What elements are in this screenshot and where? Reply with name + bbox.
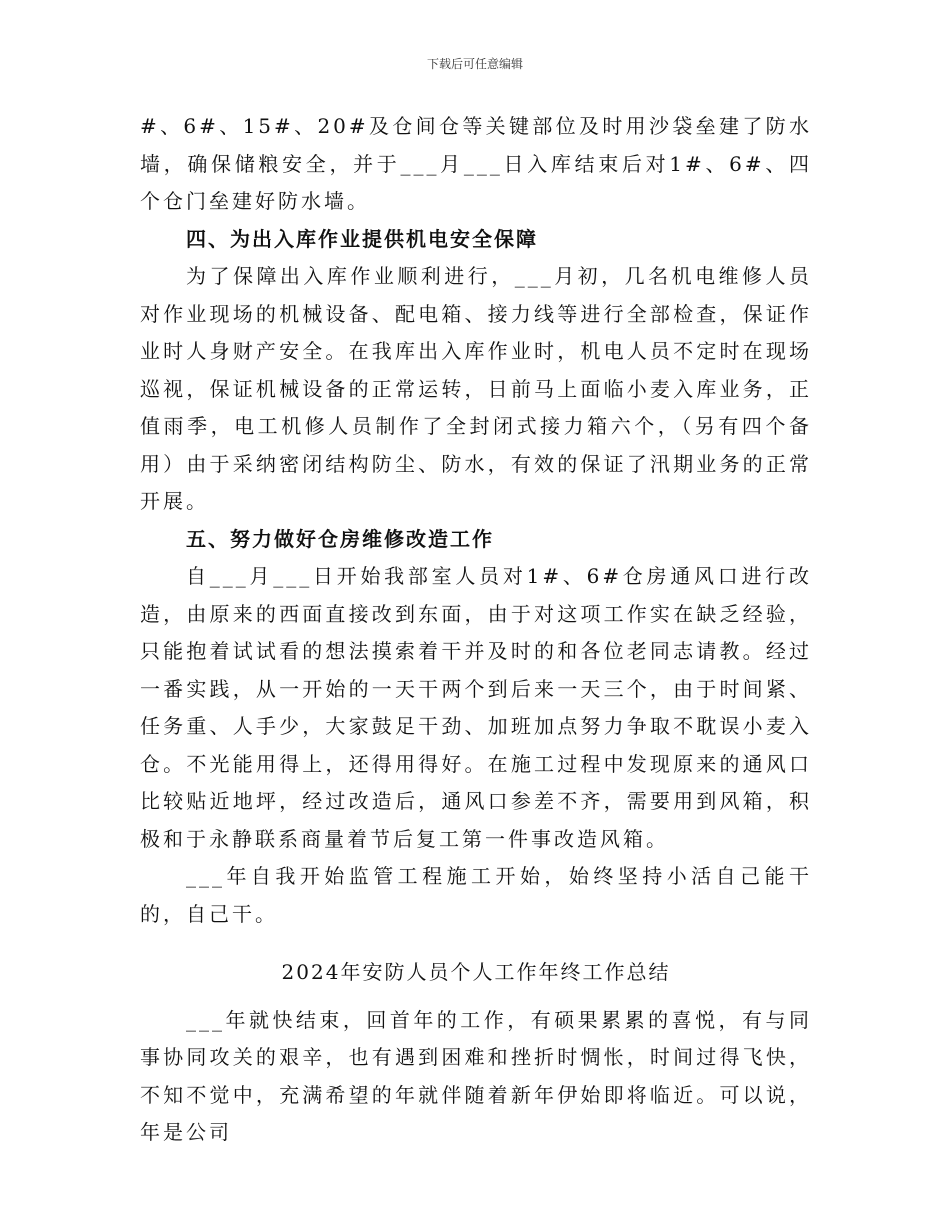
- paragraph-summary-intro: ___年就快结束，回首年的工作，有硕果累累的喜悦，有与同事协同攻关的艰辛，也有遇到困难和挫折时惆怅，时间过得飞快，不知不觉中，充满希望的年就伴随着新年伊始即将临近。可以说，年是公司: [140, 1007, 812, 1144]
- spacer: [140, 992, 812, 1002]
- spacer: [140, 933, 812, 954]
- document-body: [140, 108, 812, 1152]
- paragraph-self-work: ___年自我开始监管工程施工开始，始终坚持小活自己能干的，自己干。: [140, 864, 812, 926]
- section-heading-5: 五、努力做好仓房维修改造工作: [186, 526, 494, 551]
- page-header: 下载后可任意编辑: [426, 57, 523, 71]
- paragraph-mechanical-safety: 为了保障出入库作业顺利进行，___月初，几名机电维修人员对作业现场的机械设备、配电箱、接力线等进行全部检查，保证作业时人身财产安全。在我库出入库作业时，机电人员不定时在现场巡视，保证机械设备的正常运转，日前马上面临小麦入库业务，正值雨季，电工机修人员制作了全封闭式接力箱六个，（另有四个备用）由于采纳密闭结构防尘、防水，有效的保证了汛期业务的正常开展。: [140, 264, 812, 513]
- section-heading-4: 四、为出入库作业提供机电安全保障: [186, 226, 538, 251]
- document-title: 2024年安防人员个人工作年终工作总结: [281, 960, 671, 984]
- paragraph-warehouse-repair: 自___月___日开始我部室人员对1#、6#仓房通风口进行改造，由原来的西面直接改到东面，由于对这项工作实在缺乏经验，只能抱着试试看的想法摸索着干并及时的和各位老同志请教。经过一番实践，从一开始的一天干两个到后来一天三个，由于时间紧、任务重、人手少，大家鼓足干劲、加班加点努力争取不耽误小麦入仓。不光能用得上，还得用得好。在施工过程中发现原来的通风口比较贴近地坪，经过改造后，通风口参差不齐，需要用到风箱，积极和于永静联系商量着节后复工第一件事改造风箱。: [140, 564, 812, 851]
- paragraph-continuation: #、6#、15#、20#及仓间仓等关键部位及时用沙袋垒建了防水墙，确保储粮安全，并于___月___日入库结束后对1#、6#、四个仓门垒建好防水墙。: [140, 114, 812, 213]
